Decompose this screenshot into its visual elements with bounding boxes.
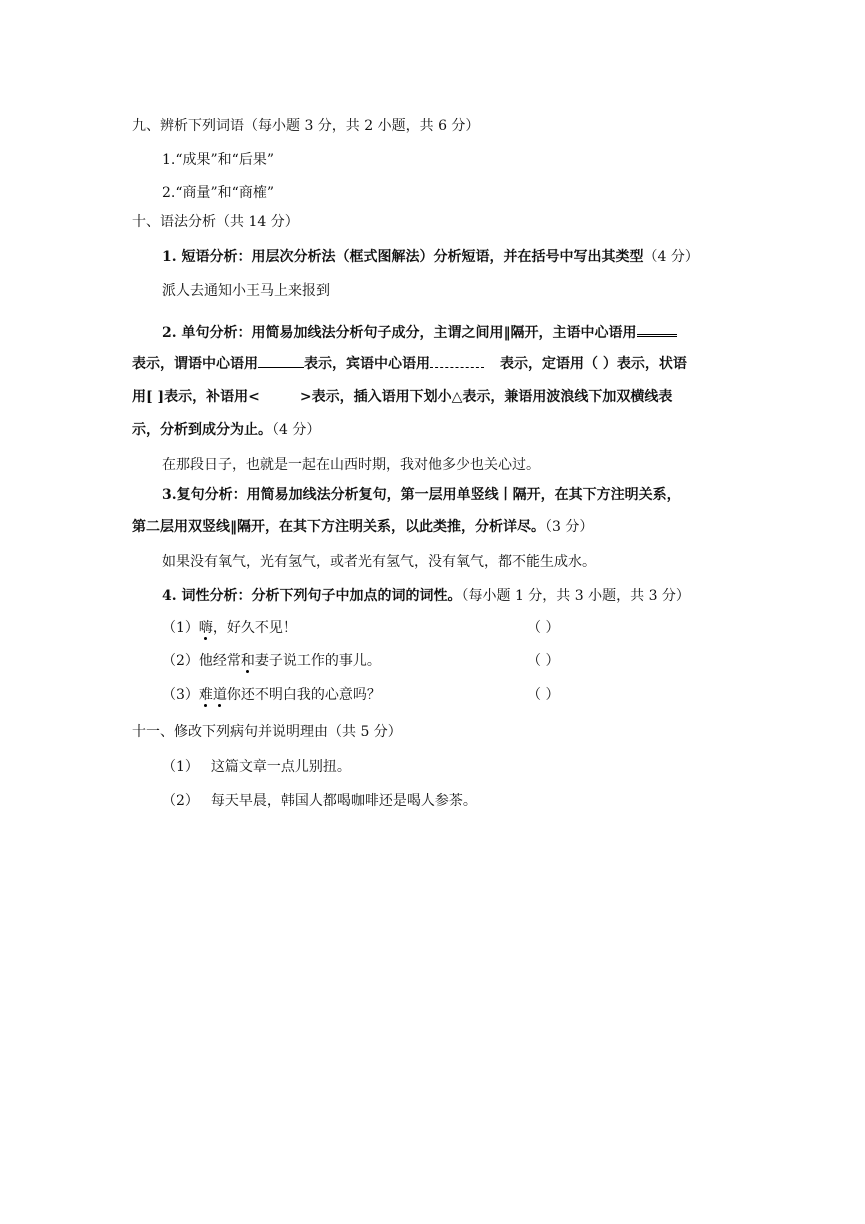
pos-item-3-dotted-char-2: 道 [212,687,227,703]
pos-item-1 [162,618,297,638]
section-11-title: 十一、修改下列病句并说明理由（共 5 分） [132,724,402,740]
error-sentence-2-text: 每天早晨，韩国人都喝咖啡还是喝人参茶。 [210,793,477,809]
sentence-analysis-text-2b: 表示，宾语中心语用 [304,356,430,372]
phrase-analysis-instruction [162,247,699,267]
sentence-analysis-text-3a: 用[ ]表示，补语用< [132,389,260,405]
complex-sentence-text-2: 第二层用双竖线‖隔开，在其下方注明关系，以此类推，分析详尽。 [132,519,545,535]
sentence-analysis-text-2c: 表示，定语用（ ）表示，状语 [500,356,687,372]
pos-item-2-dotted-word: 和 [240,653,255,669]
sentence-analysis-line-2 [132,353,687,374]
pos-item-2-number: （2） [162,653,199,669]
section-9-title: 九、辨析下列词语（每小题 3 分，共 2 小题，共 6 分） [132,118,480,134]
complex-sentence-line-1: 3.复句分析：用简易加线法分析复句，第一层用单竖线丨隔开，在其下方注明关系， [162,487,681,503]
error-sentence-1 [162,757,351,777]
pos-item-1-number: （1） [162,620,199,636]
pos-item-2-pre: 他经常 [198,653,241,669]
sentence-analysis-text-2a: 表示，谓语中心语用 [132,356,258,372]
sentence-analysis-points: （4 分） [272,422,321,438]
sentence-analysis-text-4: 示，分析到成分为止。 [132,422,272,438]
section-10-title: 十、语法分析（共 14 分） [132,214,299,230]
pos-item-3-dotted-char-1: 难 [198,687,213,703]
pos-item-3-number: （3） [162,687,199,703]
pos-analysis-instruction [162,586,690,606]
pos-item-3-answer-parens: （ ） [527,687,560,703]
object-underline-sample [430,353,484,368]
error-sentence-2 [162,791,477,811]
pos-item-2-text: 妻子说工作的事儿。 [254,653,381,669]
pos-item-1-answer-parens: （ ） [527,620,560,636]
complex-sentence-line-2 [132,517,593,537]
pos-analysis-text: 4. 词性分析：分析下列句子中加点的词的词性。 [162,588,462,604]
error-sentence-2-number: （2） [162,793,199,809]
predicate-underline-sample [258,353,304,368]
phrase-analysis-points: （4 分） [643,249,699,265]
complex-sentence-points: （3 分） [545,519,594,535]
section-9-question-2: 2.“商量”和“商榷” [162,185,274,201]
sentence-analysis-line-4 [132,420,320,440]
subject-underline-sample [637,320,677,337]
phrase-analysis-text: 1. 短语分析：用层次分析法（框式图解法）分析短语，并在括号中写出其类型 [162,249,644,265]
sentence-analysis-line-1 [162,320,677,343]
pos-analysis-points: （每小题 1 分，共 3 小题，共 3 分） [461,588,690,604]
section-9-question-1: 1.“成果”和“后果” [162,152,274,168]
pos-item-1-dotted-word: 嗨 [198,620,213,636]
complex-sentence-item: 如果没有氧气，光有氢气，或者光有氢气，没有氧气，都不能生成水。 [162,554,596,570]
error-sentence-1-number: （1） [162,759,199,775]
error-sentence-1-text: 这篇文章一点儿别扭。 [210,759,351,775]
pos-item-1-text: ，好久不见！ [212,620,297,636]
pos-item-2 [162,651,381,671]
sentence-analysis-item: 在那段日子，也就是一起在山西时期，我对他多少也关心过。 [162,457,540,473]
pos-item-2-answer-parens: （ ） [527,653,560,669]
sentence-analysis-text-1: 2. 单句分析：用简易加线法分析句子成分，主谓之间用‖隔开，主语中心语用 [162,325,637,341]
sentence-analysis-text-3b: >表示，插入语用下划小△表示，兼语用波浪线下加双横线表 [299,389,673,405]
phrase-analysis-item: 派人去通知小王马上来报到 [162,283,330,299]
sentence-analysis-line-3 [132,387,672,407]
pos-item-3 [162,685,381,705]
pos-item-3-text: 你还不明白我的心意吗？ [226,687,381,703]
